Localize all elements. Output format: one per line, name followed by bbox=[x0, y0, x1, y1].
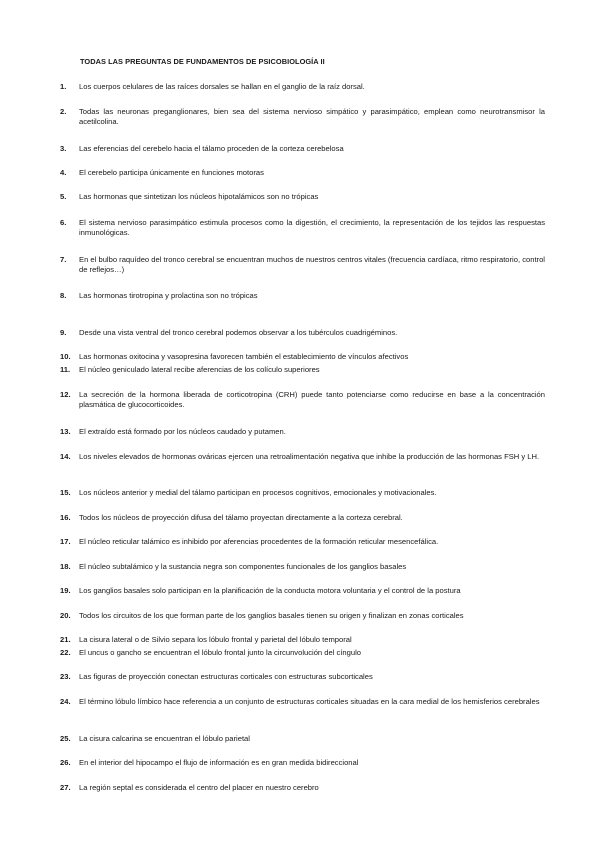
question-number: 5. bbox=[60, 192, 67, 201]
question-number: 22. bbox=[60, 648, 71, 657]
question-number: 16. bbox=[60, 513, 71, 522]
question-text: Los ganglios basales solo participan en la planificación de la conducta motora voluntaria y el control de la postura bbox=[79, 586, 461, 595]
question-number: 3. bbox=[60, 144, 67, 153]
question-number: 11. bbox=[60, 365, 71, 374]
question-text: Desde una vista ventral del tronco cerebral podemos observar a los tubérculos cuadrigéminos. bbox=[79, 328, 398, 337]
question-text: Las eferencias del cerebelo hacia el tálamo proceden de la corteza cerebelosa bbox=[79, 144, 344, 153]
question-text: Todos los núcleos de proyección difusa del tálamo proyectan directamente a la corteza cerebral. bbox=[79, 513, 403, 522]
question-text: Todas las neuronas preganglionares, bien sea del sistema nervioso simpático y parasimpático, emplean como neurotransmisor la acetilcolina. bbox=[79, 107, 545, 127]
question-text: El cerebelo participa únicamente en funciones motoras bbox=[79, 168, 264, 177]
question-text: La cisura calcarina se encuentran el lóbulo parietal bbox=[79, 734, 250, 743]
question-number: 18. bbox=[60, 562, 71, 571]
question-text: El uncus o gancho se encuentran el lóbulo frontal junto la circunvolución del cíngulo bbox=[79, 648, 361, 657]
question-text: El núcleo subtalámico y la sustancia negra son componentes funcionales de los ganglios basales bbox=[79, 562, 407, 571]
question-number: 4. bbox=[60, 168, 67, 177]
question-number: 19. bbox=[60, 586, 71, 595]
question-text: Los niveles elevados de hormonas ováricas ejercen una retroalimentación negativa que inhibe la producción de las hormonas FSH y LH. bbox=[79, 452, 540, 461]
question-text: El núcleo geniculado lateral recibe aferencias de los colículo superiores bbox=[79, 365, 320, 374]
question-number: 12. bbox=[60, 390, 71, 399]
question-number: 24. bbox=[60, 697, 71, 706]
question-number: 25. bbox=[60, 734, 71, 743]
question-number: 27. bbox=[60, 783, 71, 792]
question-text: El sistema nervioso parasimpático estimula procesos como la digestión, el crecimiento, la representación de los tejidos las respuestas inmunológicas. bbox=[79, 218, 545, 238]
question-number: 20. bbox=[60, 611, 71, 620]
question-text: El término lóbulo límbico hace referencia a un conjunto de estructuras corticales situadas en la cara medial de los hemisferios cerebrales bbox=[79, 697, 540, 706]
question-text: Las hormonas oxitocina y vasopresina favorecen también el establecimiento de vínculos afectivos bbox=[79, 352, 409, 361]
question-number: 10. bbox=[60, 352, 71, 361]
document-title: TODAS LAS PREGUNTAS DE FUNDAMENTOS DE PSICOBIOLOGÍA II bbox=[80, 57, 325, 66]
question-text: Todos los circuitos de los que forman parte de los ganglios basales tienen su origen y finalizan en zonas corticales bbox=[79, 611, 464, 620]
question-number: 13. bbox=[60, 427, 71, 436]
question-text: En el bulbo raquídeo del tronco cerebral se encuentran muchos de nuestros centros vitales (frecuencia cardíaca, ritmo respiratorio, control de reflejos…) bbox=[79, 255, 545, 275]
question-number: 9. bbox=[60, 328, 67, 337]
question-text: El núcleo reticular talámico es inhibido por aferencias procedentes de la formación reticular mesencefálica. bbox=[79, 537, 439, 546]
question-text: Los núcleos anterior y medial del tálamo participan en procesos cognitivos, emocionales y motivacionales. bbox=[79, 488, 437, 497]
question-number: 6. bbox=[60, 218, 67, 227]
question-text: El extraído está formado por los núcleos caudado y putamen. bbox=[79, 427, 286, 436]
question-number: 8. bbox=[60, 291, 67, 300]
question-number: 17. bbox=[60, 537, 71, 546]
question-text: En el interior del hipocampo el flujo de información es en gran medida bidireccional bbox=[79, 758, 359, 767]
question-number: 15. bbox=[60, 488, 71, 497]
question-number: 26. bbox=[60, 758, 71, 767]
question-number: 2. bbox=[60, 107, 67, 116]
question-number: 1. bbox=[60, 82, 67, 91]
question-number: 21. bbox=[60, 635, 71, 644]
question-number: 7. bbox=[60, 255, 67, 264]
question-text: La cisura lateral o de Silvio separa los lóbulo frontal y parietal del lóbulo temporal bbox=[79, 635, 352, 644]
question-text: Las hormonas que sintetizan los núcleos hipotalámicos son no trópicas bbox=[79, 192, 319, 201]
question-text: Las hormonas tirotropina y prolactina son no trópicas bbox=[79, 291, 258, 300]
question-text: Los cuerpos celulares de las raíces dorsales se hallan en el ganglio de la raíz dorsal. bbox=[79, 82, 365, 91]
question-text: La secreción de la hormona liberada de corticotropina (CRH) puede tanto potenciarse como reducirse en base a la concentración plasmática de glucocorticoides. bbox=[79, 390, 545, 410]
question-text: Las figuras de proyección conectan estructuras corticales con estructuras subcorticales bbox=[79, 672, 373, 681]
question-text: La región septal es considerada el centro del placer en nuestro cerebro bbox=[79, 783, 319, 792]
question-number: 14. bbox=[60, 452, 71, 461]
question-number: 23. bbox=[60, 672, 71, 681]
